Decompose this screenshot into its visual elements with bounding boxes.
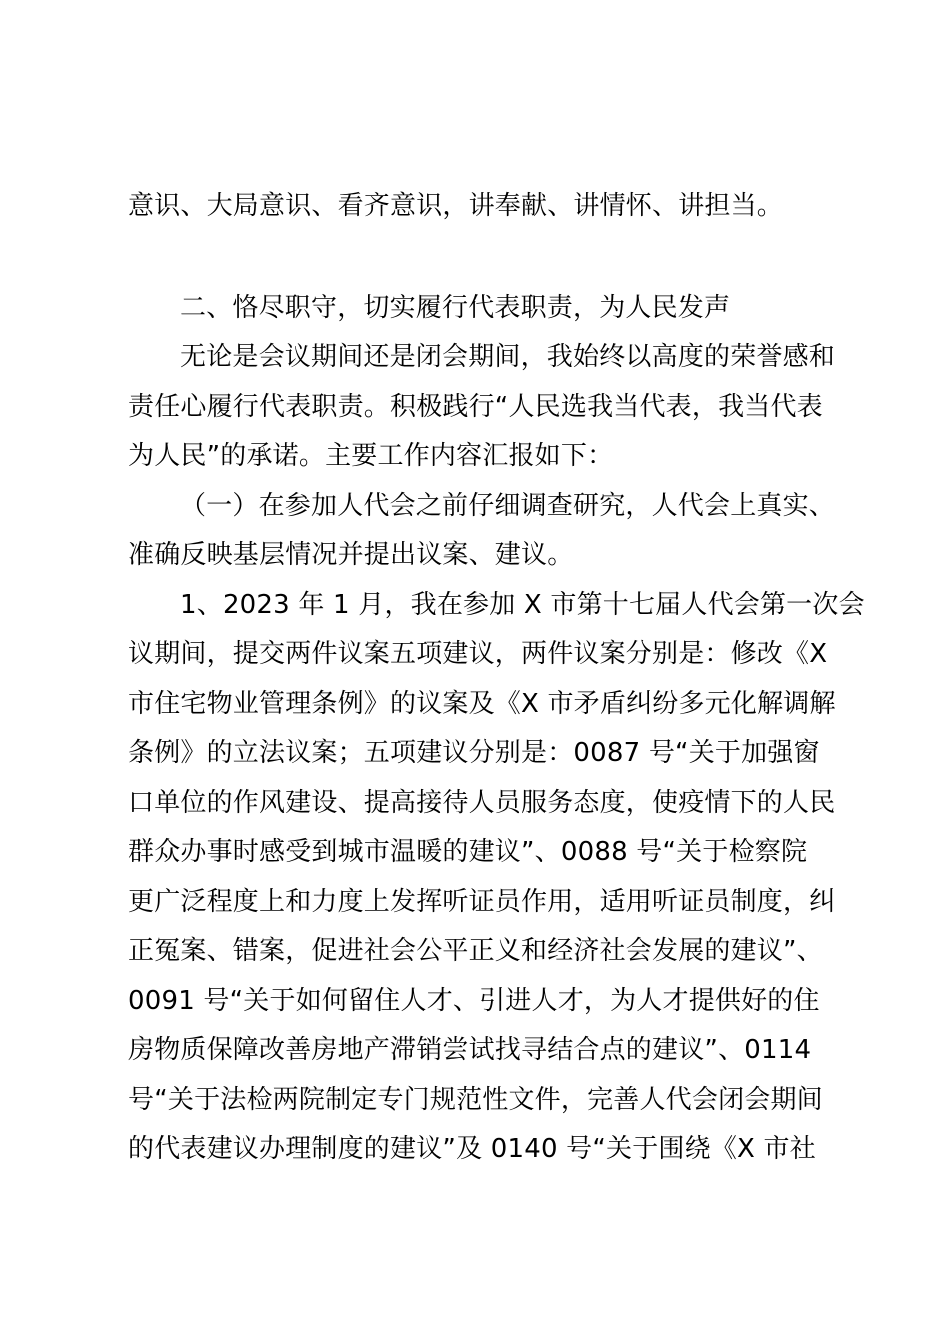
text-line-17: 房物质保障改善房地产滞销尝试找寻结合点的建议”、0114 (128, 1035, 812, 1065)
text-line-7: 准确反映基层情况并提出议案、建议。 (128, 540, 574, 570)
subsection-heading: （一）在参加人代会之前仔细调查研究，人代会上真实、 (180, 491, 836, 521)
text-line-1: 意识、大局意识、看齐意识，讲奉献、讲情怀、讲担当。 (128, 191, 784, 221)
text-line-14: 更广泛程度上和力度上发挥听证员作用，适用听证员制度，纠 (128, 887, 836, 917)
text-line-3: 无论是会议期间还是闭会期间，我始终以高度的荣誉感和 (180, 342, 836, 372)
text-line-16: 0091 号“关于如何留住人才、引进人才，为人才提供好的住 (128, 986, 820, 1016)
text-line-13: 群众办事时感受到城市温暖的建议”、0088 号“关于检察院 (128, 837, 808, 867)
text-line-19: 的代表建议办理制度的建议”及 0140 号“关于围绕《X 市社 (128, 1134, 816, 1164)
text-line-5: 为人民”的承诺。主要工作内容汇报如下： (128, 441, 614, 471)
text-line-11: 条例》的立法议案；五项建议分别是：0087 号“关于加强窗 (128, 738, 820, 768)
text-line-18: 号“关于法检两院制定专门规范性文件，完善人代会闭会期间 (128, 1085, 823, 1115)
text-line-10: 市住宅物业管理条例》的议案及《X 市矛盾纠纷多元化解调解 (128, 689, 836, 719)
text-line-12: 口单位的作风建设、提高接待人员服务态度，使疫情下的人民 (128, 788, 836, 818)
text-line-15: 正冤案、错案，促进社会公平正义和经济社会发展的建议”、 (128, 936, 823, 966)
text-line-4: 责任心履行代表职责。积极践行“人民选我当代表，我当代表 (128, 392, 823, 422)
text-line-8: 1、2023 年 1 月，我在参加 X 市第十七届人代会第一次会 (180, 590, 865, 620)
text-line-9: 议期间，提交两件议案五项建议，两件议案分别是：修改《X (128, 639, 828, 669)
section-heading: 二、恪尽职守，切实履行代表职责，为人民发声 (180, 293, 731, 323)
